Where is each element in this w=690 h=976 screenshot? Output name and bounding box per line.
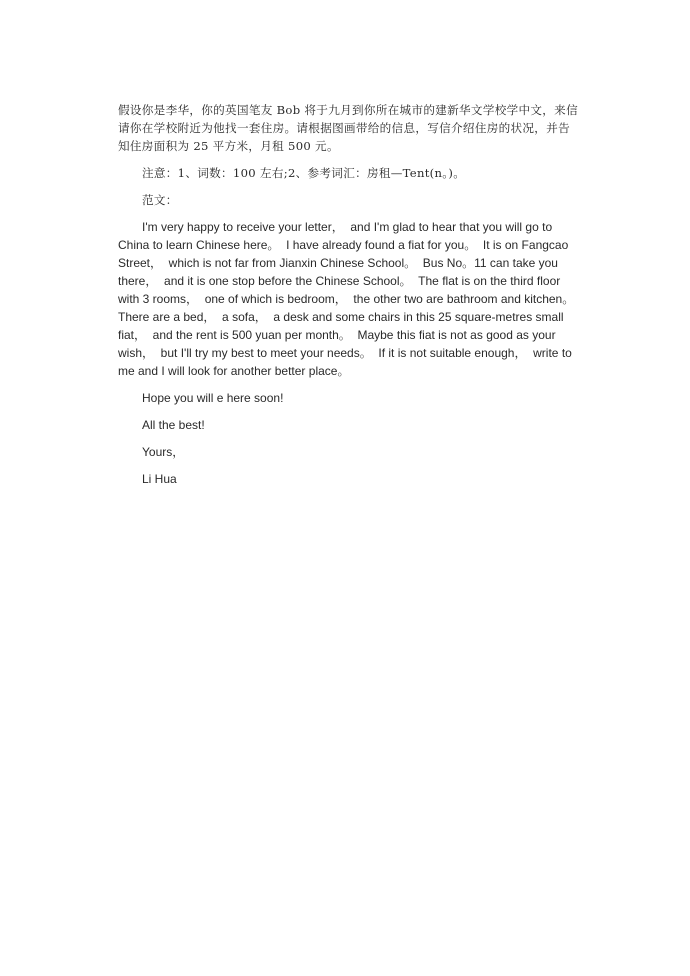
letter-closing: Hope you will e here soon! xyxy=(142,391,284,405)
letter-line: Street， which is not far from Jianxin Chinese School。 Bus No。11 can take you xyxy=(118,256,558,270)
sample-label: 范文： xyxy=(142,193,178,207)
letter-line: me and I will look for another better place。 xyxy=(118,364,350,378)
letter-line: There are a bed， a sofa， a desk and some chairs in this 25 square-metres small xyxy=(118,310,564,324)
letter-line: with 3 rooms， one of which is bedroom， the other two are bathroom and kitchen。 xyxy=(118,292,575,306)
prompt-note: 注意：1、词数：100 左右;2、参考词汇：房租—Tent(n。)。 xyxy=(142,166,466,180)
letter-signature: Li Hua xyxy=(142,472,177,486)
letter-line: wish， but I'll try my best to meet your needs。 If it is not suitable enough， write to xyxy=(118,346,572,360)
letter-yours: Yours， xyxy=(142,445,185,459)
letter-line: there， and it is one stop before the Chinese School。 The flat is on the third floor xyxy=(118,274,561,288)
prompt-line: 假设你是李华，你的英国笔友 Bob 将于九月到你所在城市的建新华文学校学中文，来信 xyxy=(118,103,578,117)
letter-line: China to learn Chinese here。 I have already found a fiat for you。 It is on Fangcao xyxy=(118,238,569,252)
prompt-line: 知住房面积为 25 平方米，月租 500 元。 xyxy=(118,139,339,153)
letter-line: I'm very happy to receive your letter， and I'm glad to hear that you will go to xyxy=(142,220,553,234)
letter-wish: All the best! xyxy=(142,418,205,432)
letter-line: fiat， and the rent is 500 yuan per month。 Maybe this fiat is not as good as your xyxy=(118,328,556,342)
prompt-line: 请你在学校附近为他找一套住房。请根据图画带给的信息，写信介绍住房的状况，并告 xyxy=(118,121,570,135)
